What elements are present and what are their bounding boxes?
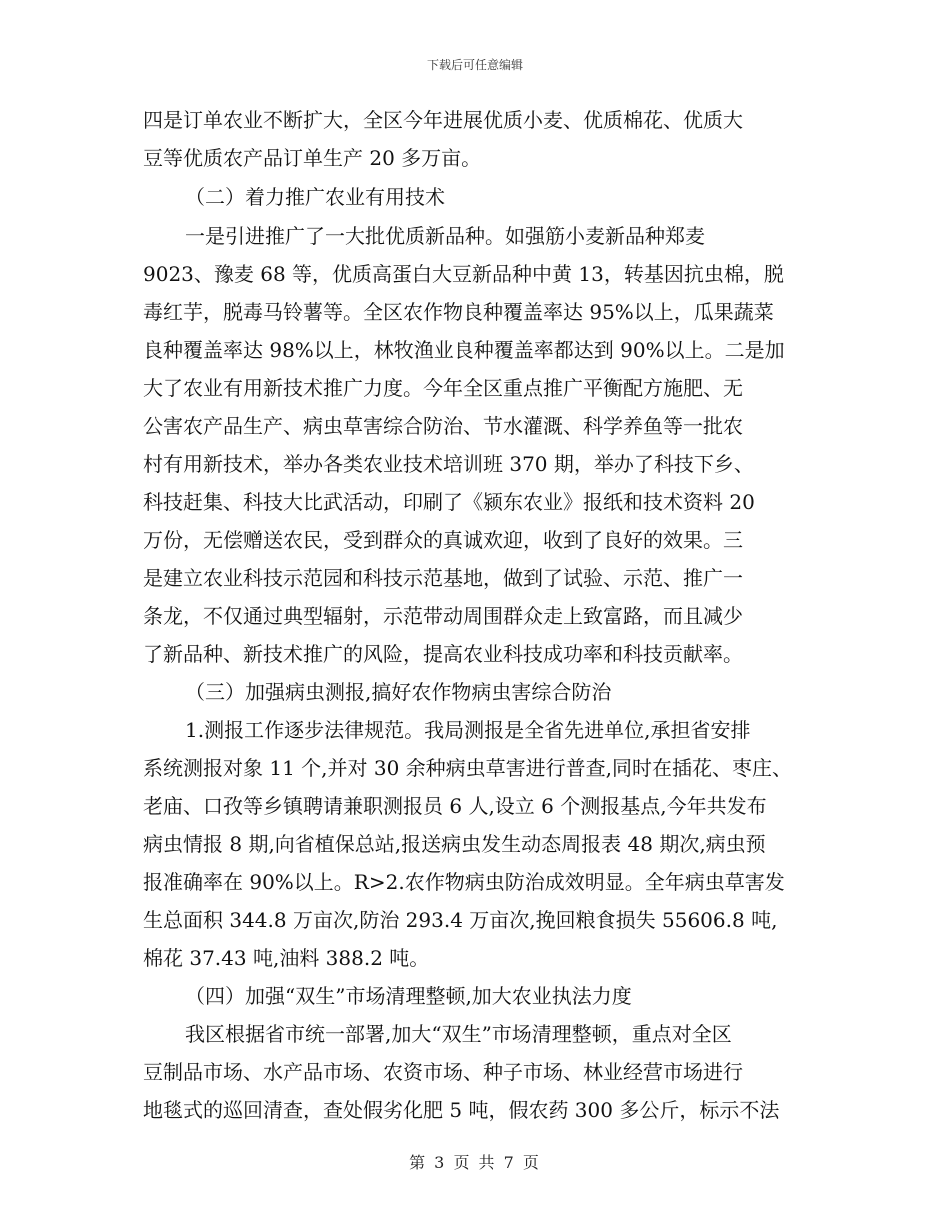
text-line: 毒红芋，脱毒马铃薯等。全区农作物良种覆盖率达 95%以上，瓜果蔬菜: [143, 300, 774, 324]
text-line: 豆制品市场、水产品市场、农资市场、种子市场、林业经营市场进行: [143, 1060, 743, 1084]
text-line: 村有用新技术，举办各类农业技术培训班 370 期，举办了科技下乡、: [143, 452, 754, 476]
page-header: 下载后可任意编辑: [426, 58, 523, 72]
text-line: 了新品种、新技术推广的风险，提高农业科技成功率和科技贡献率。: [143, 642, 743, 666]
text-line: 豆等优质农产品订单生产 20 多万亩。: [143, 146, 482, 170]
text-line: 是建立农业科技示范园和科技示范基地，做到了试验、示范、推广一: [143, 566, 743, 590]
text-line: 良种覆盖率达 98%以上，林牧渔业良种覆盖率都达到 90%以上。二是加: [143, 338, 785, 362]
text-line: 棉花 37.43 吨,油料 388.2 吨。: [143, 946, 430, 970]
text-line: 条龙，不仅通过典型辐射，示范带动周围群众走上致富路，而且减少: [143, 604, 743, 628]
text-line: 报准确率在 90%以上。R>2.农作物病虫防治成效明显。全年病虫草害发: [143, 870, 785, 894]
text-line: 一是引进推广了一大批优质新品种。如强筋小麦新品种郑麦: [185, 224, 705, 248]
text-line: 公害农产品生产、病虫草害综合防治、节水灌溉、科学养鱼等一批农: [143, 414, 743, 438]
text-line: 万份，无偿赠送农民，受到群众的真诚欢迎，收到了良好的效果。三: [143, 528, 743, 552]
text-line: 9023、豫麦 68 等，优质高蛋白大豆新品种中黄 13，转基因抗虫棉，脱: [143, 262, 784, 286]
text-line: 地毯式的巡回清查，查处假劣化肥 5 吨，假农药 300 多公斤，标示不法: [143, 1098, 780, 1122]
text-line: 生总面积 344.8 万亩次,防治 293.4 万亩次,挽回粮食损失 55606.8 吨,: [143, 908, 778, 932]
text-line: 1.测报工作逐步法律规范。我局测报是全省先进单位,承担省安排: [185, 718, 751, 742]
section-heading: （三）加强病虫测报,搞好农作物病虫害综合防治: [185, 680, 612, 704]
text-line: 系统测报对象 11 个,并对 30 余种病虫草害进行普查,同时在插花、枣庄、: [143, 756, 793, 780]
text-line: 四是订单农业不断扩大，全区今年进展优质小麦、优质棉花、优质大: [143, 108, 743, 132]
text-line: 病虫情报 8 期,向省植保总站,报送病虫发生动态周报表 48 期次,病虫预: [143, 832, 766, 856]
section-heading: （二）着力推广农业有用技术: [185, 185, 445, 209]
text-line: 我区根据省市统一部署,加大“双生”市场清理整顿，重点对全区: [185, 1022, 732, 1046]
section-heading: （四）加强“双生”市场清理整顿,加大农业执法力度: [185, 984, 632, 1008]
text-line: 科技赶集、科技大比武活动，印刷了《颍东农业》报纸和技术资料 20: [143, 490, 755, 514]
page-number: 第 3 页 共 7 页: [409, 1153, 541, 1172]
text-line: 大了农业有用新技术推广力度。今年全区重点推广平衡配方施肥、无: [143, 376, 743, 400]
text-line: 老庙、口孜等乡镇聘请兼职测报员 6 人,设立 6 个测报基点,今年共发布: [143, 794, 767, 818]
